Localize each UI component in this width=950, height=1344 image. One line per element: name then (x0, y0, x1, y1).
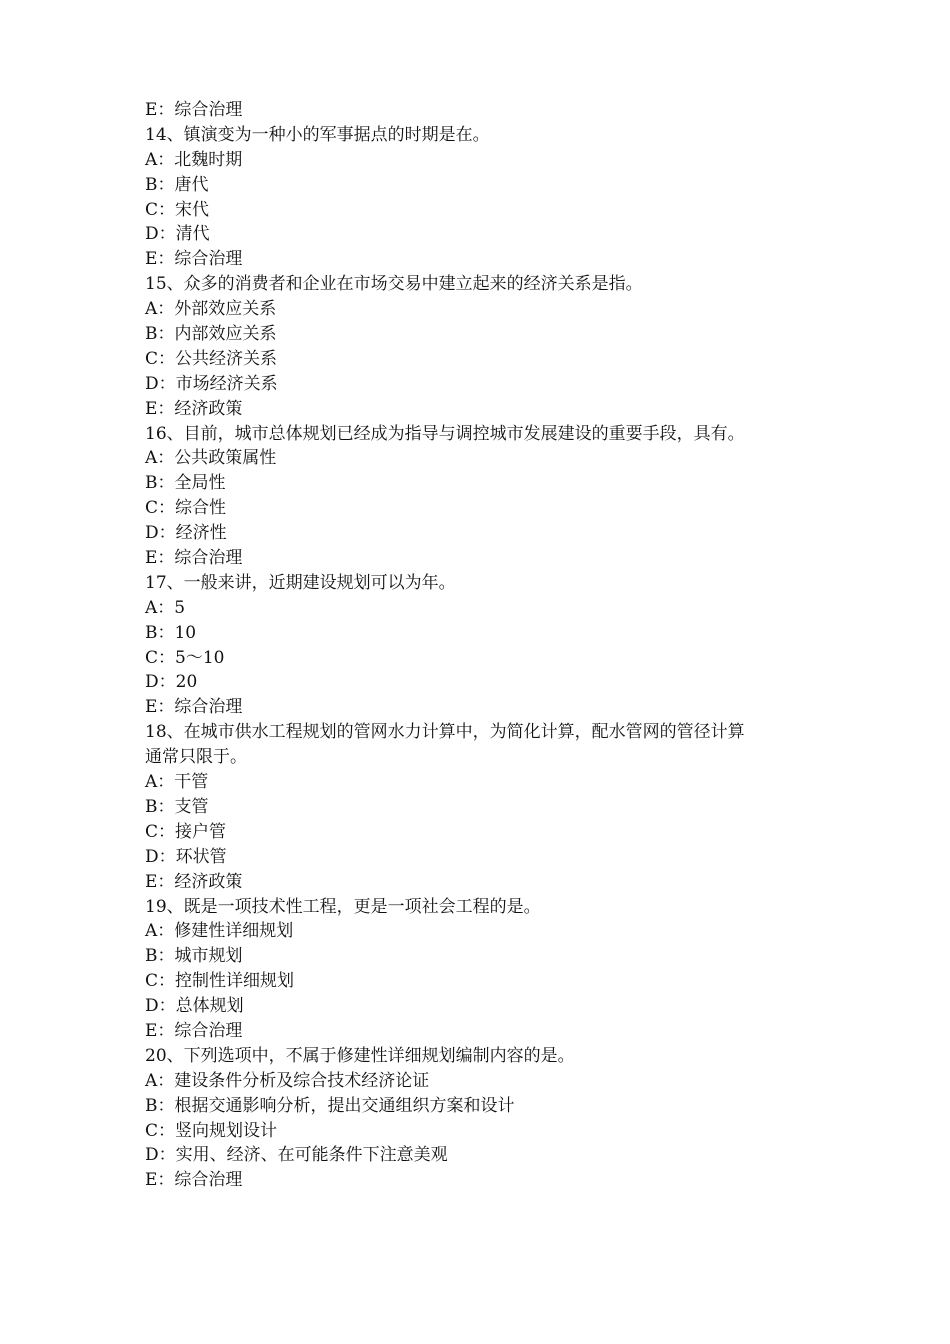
option-b: B：内部效应关系 (145, 324, 277, 345)
option-list (145, 596, 825, 720)
question-text: 14、镇演变为一种小的军事据点的时期是在。 (145, 124, 490, 145)
option-a: A：干管 (145, 772, 209, 793)
question-text-continued: 通常只限于。 (145, 747, 247, 768)
option-e: E：经济政策 (145, 871, 243, 892)
question-stem (145, 1044, 825, 1069)
option-c: C：综合性 (145, 498, 227, 519)
question-17 (145, 571, 825, 720)
question-stem (145, 720, 825, 770)
question-stem (145, 272, 825, 297)
question-text: 18、在城市供水工程规划的管网水力计算中，为简化计算，配水管网的管径计算 (145, 722, 745, 743)
document-page (145, 98, 825, 1193)
question-14 (145, 123, 825, 272)
option-list (145, 1069, 825, 1193)
option-list (145, 297, 825, 421)
option-a: A：修建性详细规划 (145, 921, 294, 942)
option-e: E：综合治理 (145, 697, 243, 718)
question-stem (145, 123, 825, 148)
option-c: C：公共经济关系 (145, 348, 278, 369)
option-c: C：接户管 (145, 821, 227, 842)
question-stem (145, 895, 825, 920)
option-c: C：宋代 (145, 199, 210, 220)
question-stem (145, 422, 825, 447)
question-text: 17、一般来讲，近期建设规划可以为年。 (145, 572, 456, 593)
option-b: B：城市规划 (145, 946, 243, 967)
question-text: 20、下列选项中，不属于修建性详细规划编制内容的是。 (145, 1045, 575, 1066)
option-d: D：市场经济关系 (145, 373, 278, 394)
option-b: B：唐代 (145, 174, 209, 195)
option-a: A：公共政策属性 (145, 448, 277, 469)
option-list (145, 770, 825, 894)
option-e: E：综合治理 (145, 548, 243, 569)
question-18 (145, 720, 825, 894)
option-list (145, 919, 825, 1043)
option-d: D：清代 (145, 224, 210, 245)
option-d: D：环状管 (145, 846, 227, 867)
option-line: E：综合治理 (145, 100, 243, 120)
question-15 (145, 272, 825, 421)
option-a: A：建设条件分析及综合技术经济论证 (145, 1070, 430, 1091)
question-text: 19、既是一项技术性工程，更是一项社会工程的是。 (145, 896, 541, 917)
option-c: C：5～10 (145, 647, 225, 668)
option-e: E：经济政策 (145, 398, 243, 419)
question-16 (145, 422, 825, 571)
option-list (145, 446, 825, 570)
option-b: B：根据交通影响分析，提出交通组织方案和设计 (145, 1095, 515, 1116)
option-e: E：综合治理 (145, 249, 243, 270)
option-b: B：10 (145, 622, 197, 643)
option-a: A：外部效应关系 (145, 299, 277, 320)
option-d: D：总体规划 (145, 996, 244, 1017)
option-a: A：5 (145, 597, 186, 618)
option-d: D：经济性 (145, 523, 227, 544)
question-stem (145, 571, 825, 596)
option-b: B：全局性 (145, 473, 226, 494)
option-c: C：竖向规划设计 (145, 1120, 278, 1141)
option-e: E：综合治理 (145, 1170, 243, 1191)
question-20 (145, 1044, 825, 1193)
option-c: C：控制性详细规划 (145, 971, 295, 992)
question-text: 15、众多的消费者和企业在市场交易中建立起来的经济关系是指。 (145, 274, 643, 295)
question-19 (145, 895, 825, 1044)
option-b: B：支管 (145, 796, 209, 817)
option-list (145, 148, 825, 272)
option-d: D：20 (145, 672, 198, 693)
question-text: 16、目前，城市总体规划已经成为指导与调控城市发展建设的重要手段，具有。 (145, 423, 745, 444)
option-e: E：综合治理 (145, 1020, 243, 1041)
option-d: D：实用、经济、在可能条件下注意美观 (145, 1145, 448, 1166)
option-a: A：北魏时期 (145, 149, 243, 170)
